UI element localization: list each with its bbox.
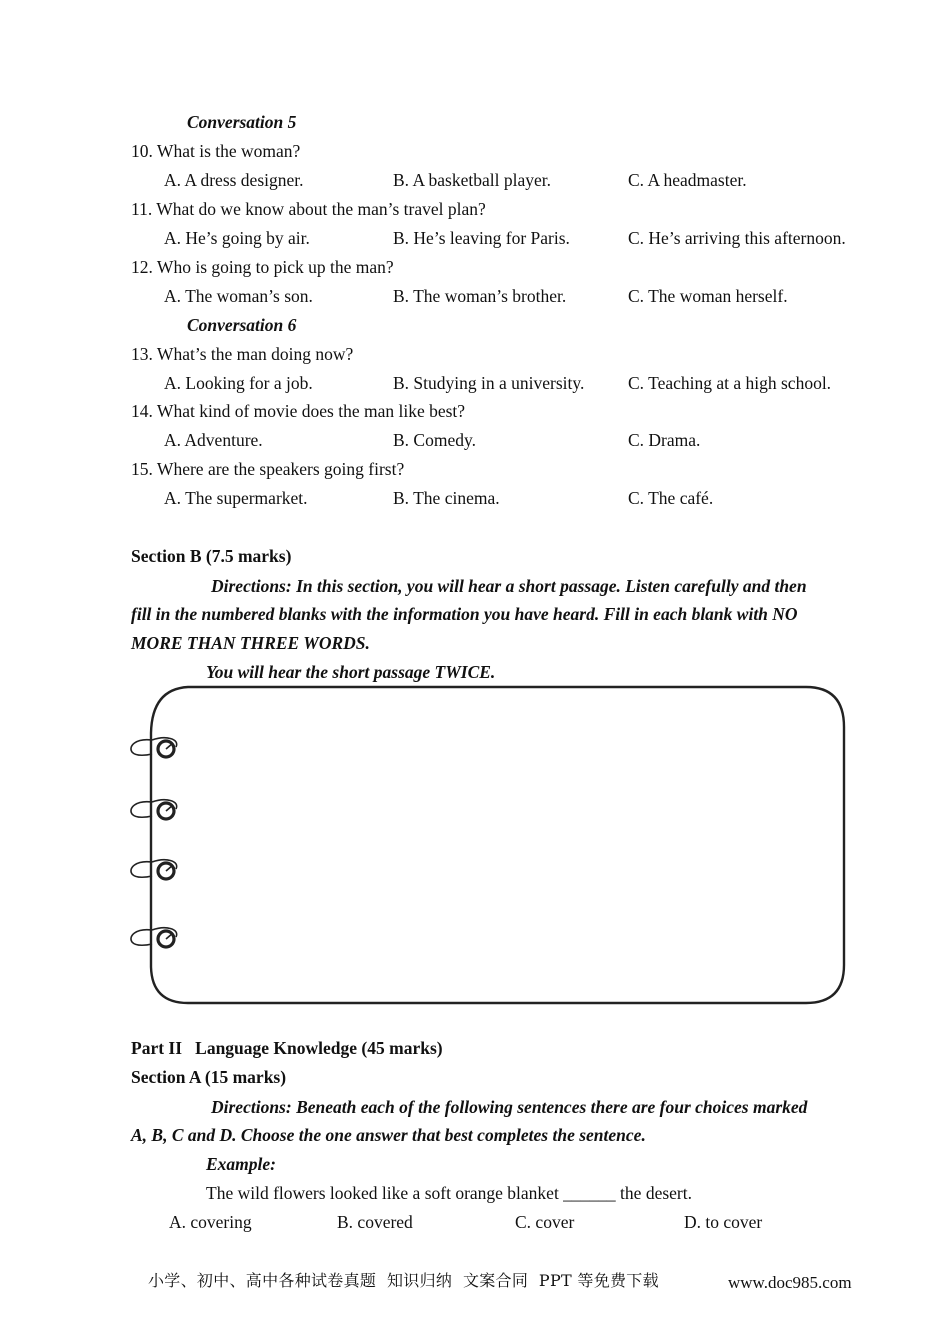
q11-option-b: B. He’s leaving for Paris.: [393, 228, 570, 248]
q10-option-b: B. A basketball player.: [393, 170, 551, 190]
question-15: 15. Where are the speakers going first?: [131, 459, 405, 479]
example-option-b: B. covered: [337, 1212, 413, 1232]
example-option-d: D. to cover: [684, 1212, 763, 1232]
q14-option-b: B. Comedy.: [393, 430, 476, 450]
q14-option-a: A. Adventure.: [164, 430, 263, 450]
q13-option-a: A. Looking for a job.: [164, 373, 313, 393]
section-a-directions-1: Directions: Beneath each of the following sentences there are four choices marked: [211, 1097, 808, 1117]
part-2-heading: Part II Language Knowledge (45 marks): [131, 1038, 443, 1058]
q11-option-c: C. He’s arriving this afternoon.: [628, 228, 846, 248]
q13-option-b: B. Studying in a university.: [393, 373, 585, 393]
example-label: Example:: [206, 1154, 276, 1174]
q15-option-a: A. The supermarket.: [164, 488, 308, 508]
section-a-heading: Section A (15 marks): [131, 1067, 287, 1087]
footer-url[interactable]: www.doc985.com: [728, 1273, 852, 1292]
question-13: 13. What’s the man doing now?: [131, 344, 354, 364]
conversation-5-heading: Conversation 5: [187, 112, 297, 132]
q10-option-a: A. A dress designer.: [164, 170, 304, 190]
q14-option-c: C. Drama.: [628, 430, 701, 450]
notebook-answer-box: [128, 683, 848, 1008]
section-b-directions-3: MORE THAN THREE WORDS.: [131, 633, 370, 653]
question-12: 12. Who is going to pick up the man?: [131, 257, 394, 277]
q12-option-b: B. The woman’s brother.: [393, 286, 567, 306]
spiral-notebook-icon: [128, 683, 848, 1008]
section-a-directions-2: A, B, C and D. Choose the one answer that best completes the sentence.: [131, 1125, 646, 1145]
section-b-heading: Section B (7.5 marks): [131, 546, 292, 566]
conversation-6-heading: Conversation 6: [187, 315, 297, 335]
question-10: 10. What is the woman?: [131, 141, 301, 161]
section-b-twice-note: You will hear the short passage TWICE.: [206, 662, 496, 682]
q13-option-c: C. Teaching at a high school.: [628, 373, 832, 393]
question-11: 11. What do we know about the man’s travel plan?: [131, 199, 486, 219]
footer-text: 小学、初中、高中各种试卷真题 知识归纳 文案合同 PPT 等免费下载: [148, 1271, 659, 1290]
example-option-c: C. cover: [515, 1212, 575, 1232]
q12-option-a: A. The woman’s son.: [164, 286, 313, 306]
q11-option-a: A. He’s going by air.: [164, 228, 310, 248]
section-b-directions-2: fill in the numbered blanks with the information you have heard. Fill in each blank with NO: [131, 604, 798, 624]
q15-option-b: B. The cinema.: [393, 488, 500, 508]
q10-option-c: C. A headmaster.: [628, 170, 747, 190]
q12-option-c: C. The woman herself.: [628, 286, 788, 306]
example-sentence: The wild flowers looked like a soft orange blanket ______ the desert.: [206, 1183, 692, 1203]
section-b-directions-1: Directions: In this section, you will hear a short passage. Listen carefully and then: [211, 576, 807, 596]
q15-option-c: C. The café.: [628, 488, 714, 508]
question-14: 14. What kind of movie does the man like best?: [131, 401, 466, 421]
example-option-a: A. covering: [169, 1212, 252, 1232]
